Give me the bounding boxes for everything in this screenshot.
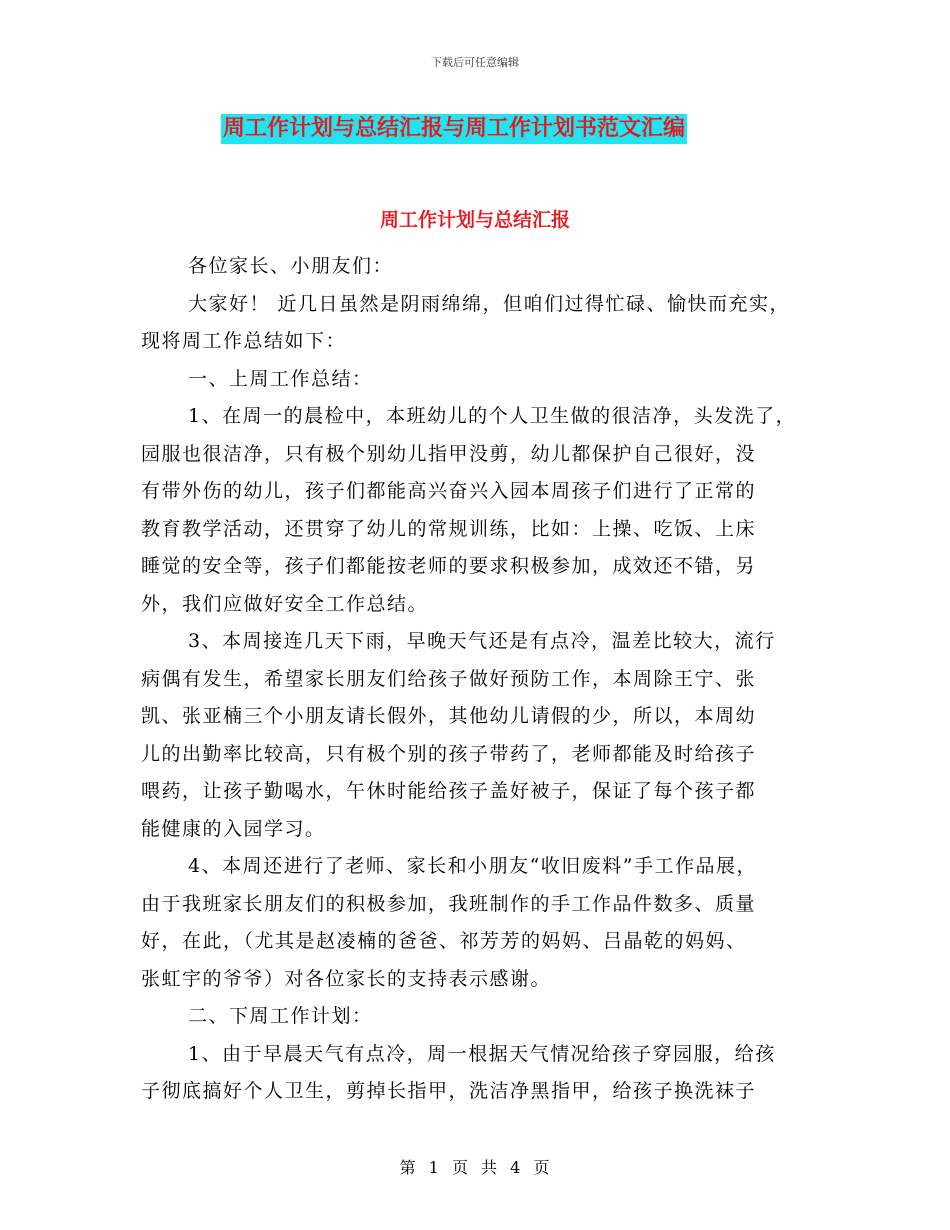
paragraph-line: 子彻底搞好个人卫生，剪掉长指甲，洗洁净黑指甲，给孩子换洗袜子	[141, 1080, 757, 1102]
paragraph-line: 睡觉的安全等，孩子们都能按老师的要求积极参加，成效还不错，另	[141, 555, 757, 577]
paragraph-line: 1、由于早晨天气有点冷，周一根据天气情况给孩子穿园服，给孩	[188, 1043, 776, 1065]
paragraph-line: 现将周工作总结如下：	[141, 330, 347, 352]
paragraph-line: 外，我们应做好安全工作总结。	[141, 593, 429, 615]
paragraph-line: 一、上周工作总结：	[188, 368, 373, 390]
paragraph-line: 有带外伤的幼儿，孩子们都能高兴奋兴入园本周孩子们进行了正常的	[141, 480, 757, 502]
document-title: 周工作计划与总结汇报与周工作计划书范文汇编	[221, 114, 687, 144]
paragraph-line: 大家好！ 近几日虽然是阴雨绵绵，但咱们过得忙碌、愉快而充实，	[188, 293, 791, 315]
section-title: 周工作计划与总结汇报	[379, 209, 570, 231]
paragraph-line: 喂药，让孩子勤喝水，午休时能给孩子盖好被子，保证了每个孩子都	[141, 780, 757, 802]
paragraph-line: 凯、张亚楠三个小朋友请长假外，其他幼儿请假的少，所以，本周幼	[141, 705, 757, 727]
paragraph-line: 由于我班家长朋友们的积极参加，我班制作的手工作品件数多、质量	[141, 893, 757, 915]
paragraph-line: 张虹宇的爷爷）对各位家长的支持表示感谢。	[141, 968, 552, 990]
paragraph-line: 各位家长、小朋友们：	[188, 255, 394, 277]
header-note: 下载后可任意编辑	[431, 56, 519, 69]
paragraph-line: 好，在此，（尤其是赵凌楠的爸爸、祁芳芳的妈妈、吕晶乾的妈妈、	[141, 930, 747, 952]
paragraph-line: 1、在周一的晨检中，本班幼儿的个人卫生做的很洁净，头发洗了，	[188, 405, 797, 427]
paragraph-line: 病偶有发生，希望家长朋友们给孩子做好预防工作，本周除王宁、张	[141, 668, 757, 690]
paragraph-line: 4、本周还进行了老师、家长和小朋友“收旧废料”手工作品展，	[188, 855, 758, 877]
paragraph-line: 二、下周工作计划：	[188, 1005, 373, 1027]
paragraph-line: 教育教学活动，还贯穿了幼儿的常规训练，比如：上操、吃饭、上床	[141, 518, 757, 540]
paragraph-line: 3、本周接连几天下雨，早晚天气还是有点冷，温差比较大，流行	[188, 630, 776, 652]
paragraph-line: 园服也很洁净，只有极个别幼儿指甲没剪，幼儿都保护自己很好，没	[141, 443, 757, 465]
paragraph-line: 儿的出勤率比较高，只有极个别的孩子带药了，老师都能及时给孩子	[141, 743, 757, 765]
page-footer: 第 1 页 共 4 页	[399, 1158, 551, 1177]
paragraph-line: 能健康的入园学习。	[141, 818, 326, 840]
